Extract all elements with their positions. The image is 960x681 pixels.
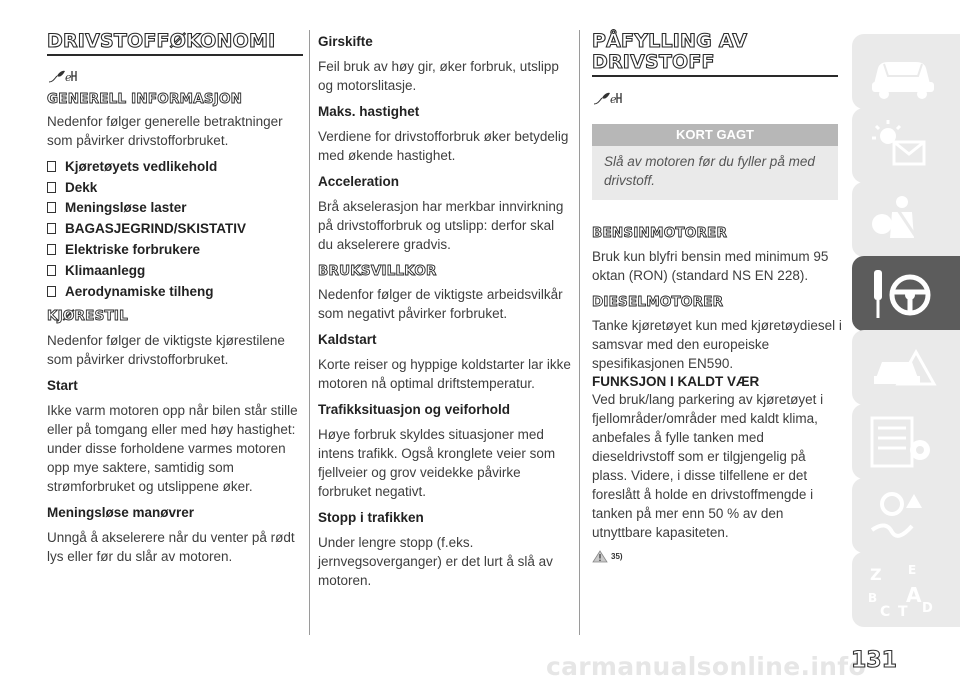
tab-dashboard[interactable] — [852, 34, 960, 109]
index-icon — [862, 558, 942, 620]
manoeuvre-heading: Meningsløse manøvrer — [47, 504, 195, 520]
warning-lights-icon — [862, 114, 942, 176]
column-divider — [579, 30, 580, 635]
stop-heading: Stopp i trafikken — [318, 510, 424, 525]
stop-text: Under lengre stopp (f.eks. jernvegsoverganger) er det lurt å slå av motoren. — [318, 535, 553, 588]
title-rule — [47, 54, 303, 56]
checkbox-icon — [47, 265, 56, 276]
tab-safety[interactable] — [852, 182, 960, 257]
traffic-heading: Trafikksituasjon og veiforhold — [318, 402, 511, 417]
manoeuvre-text: Unngå å akselerere når du venter på rødt lys eller før du slår av motoren. — [47, 529, 295, 564]
column-middle — [318, 0, 572, 590]
page-title: DRIVSTOFFØKONOMI — [47, 30, 276, 52]
checkbox-icon — [47, 244, 56, 255]
specs-icon — [862, 484, 942, 546]
note-box — [592, 124, 838, 200]
section-title-general: GENERELL INFORMASJON — [47, 91, 243, 107]
usage-intro: Nedenfor følger de viktigste arbeidsvilkår som negativt påvirker forbruket. — [318, 287, 563, 321]
checkbox-icon — [47, 202, 56, 213]
checkbox-icon — [47, 161, 56, 172]
section-title-diesel: DIESELMOTORER — [592, 294, 724, 310]
cold-start-text: Korte reiser og hyppige koldstarter lar ikke motoren nå optimal driftstemperatur. — [318, 357, 571, 391]
checkbox-icon — [47, 182, 56, 193]
eco-leaf-icon — [592, 88, 624, 108]
cold-weather-heading: FUNKSJON I KALDT VÆR — [592, 374, 760, 389]
tab-technical-data[interactable] — [852, 478, 960, 553]
title-rule — [592, 75, 838, 77]
checkbox-icon — [47, 286, 56, 297]
column-divider — [309, 30, 310, 635]
tab-warning-lights[interactable] — [852, 108, 960, 183]
car-dashboard-icon — [862, 40, 942, 102]
note-header: KORT GAGT — [592, 124, 838, 146]
index-letter: C — [880, 604, 891, 620]
svg-text:e: e — [65, 71, 72, 84]
start-heading: Start — [47, 377, 78, 393]
acceleration-heading: Acceleration — [318, 174, 400, 189]
maintenance-icon — [862, 410, 942, 472]
factor-list — [47, 156, 303, 302]
traffic-text: Høye forbruk skyldes situasjoner med intens trafikk. Også kronglete veier som fjellveier og grov veidekke påvirke forbruket negativt. — [318, 427, 556, 499]
list-item: Klimaanlegg — [47, 260, 303, 281]
acceleration-text: Brå akselerasjon har merkbar innvirkning på drivstofforbruk og utslipp: derfor skal du akselerere gradvis. — [318, 199, 564, 252]
gear-text: Feil bruk av høy gir, øker forbruk, utslipp og motorslitasje. — [318, 59, 559, 93]
petrol-text: Bruk kun blyfri bensin med minimum 95 oktan (RON) (standard NS EN 228). — [592, 249, 829, 283]
tab-starting-driving[interactable] — [852, 256, 960, 331]
list-item: Meningsløse laster — [47, 198, 303, 219]
warning-reference: 35) — [592, 550, 842, 563]
diesel-text: Tanke kjøretøyet kun med kjøretøydiesel i samsvar med den europeiske spesifikasjonen EN590. — [592, 318, 842, 371]
steering-wheel-key-icon — [862, 262, 942, 324]
index-letter: A — [906, 583, 922, 607]
breakdown-icon — [862, 336, 942, 398]
index-letter: E — [908, 563, 917, 577]
column-left — [47, 0, 303, 566]
gear-heading: Girskifte — [318, 34, 373, 49]
eco-leaf-icon — [47, 66, 79, 86]
start-text: Ikke varm motoren opp når bilen står stille eller på tomgang eller med høy hastighet: under disse forholdene varmes motoren opp mye saktere, samtidig som strømforbruket og utslippene øker. — [47, 402, 298, 494]
speed-heading: Maks. hastighet — [318, 104, 420, 119]
section-title-driving-style: KJØRESTIL — [47, 307, 128, 324]
cold-start-heading: Kaldstart — [318, 332, 377, 347]
svg-text:e: e — [610, 93, 617, 106]
general-intro: Nedenfor følger generelle betraktninger som påvirker drivstofforbruket. — [47, 114, 283, 148]
cold-weather-text: Ved bruk/lang parkering av kjøretøyet i fjellområder/områder med kaldt klima, anbefales å fylle tanken med dieseldrivstoff som er tilgjengelig på plass. Videre, i disse tilfellene er det foreslått å holde en drivstoffmengde i tanken på mer enn 50 % av den utnyttbare kapasiteten. — [592, 392, 824, 540]
tab-index[interactable] — [852, 552, 960, 627]
section-title-petrol: BENSINMOTORER — [592, 225, 728, 241]
tab-breakdown[interactable] — [852, 330, 960, 405]
list-item: Kjøretøyets vedlikehold — [47, 156, 303, 177]
speed-text: Verdiene for drivstofforbruk øker betydelig med økende hastighet. — [318, 129, 569, 163]
refuel-title: PÅFYLLING AV DRIVSTOFF — [592, 30, 748, 73]
driving-style-intro: Nedenfor følger de viktigste kjørestilene som påvirker drivstofforbruket. — [47, 332, 285, 367]
list-item: BAGASJEGRIND/SKISTATIV — [47, 218, 303, 239]
note-text: Slå av motoren før du fyller på med drivstoff. — [592, 146, 838, 200]
list-item: Aerodynamiske tilheng — [47, 281, 303, 302]
page-number: 131 — [851, 648, 897, 673]
checkbox-icon — [47, 223, 56, 234]
list-item: Elektriske forbrukere — [47, 239, 303, 260]
section-title-usage: BRUKSVILLKOR — [318, 263, 437, 279]
index-letter: B — [868, 591, 878, 605]
tab-maintenance[interactable] — [852, 404, 960, 479]
safety-airbag-icon — [862, 188, 942, 250]
index-letter: Z — [870, 565, 882, 584]
watermark: carmanualsonline.info — [546, 652, 866, 681]
column-right — [592, 0, 842, 563]
index-letter: T — [898, 604, 908, 620]
warning-triangle-icon — [592, 550, 608, 563]
list-item: Dekk — [47, 177, 303, 198]
index-letter: D — [922, 601, 933, 616]
chapter-tabs — [852, 0, 960, 678]
